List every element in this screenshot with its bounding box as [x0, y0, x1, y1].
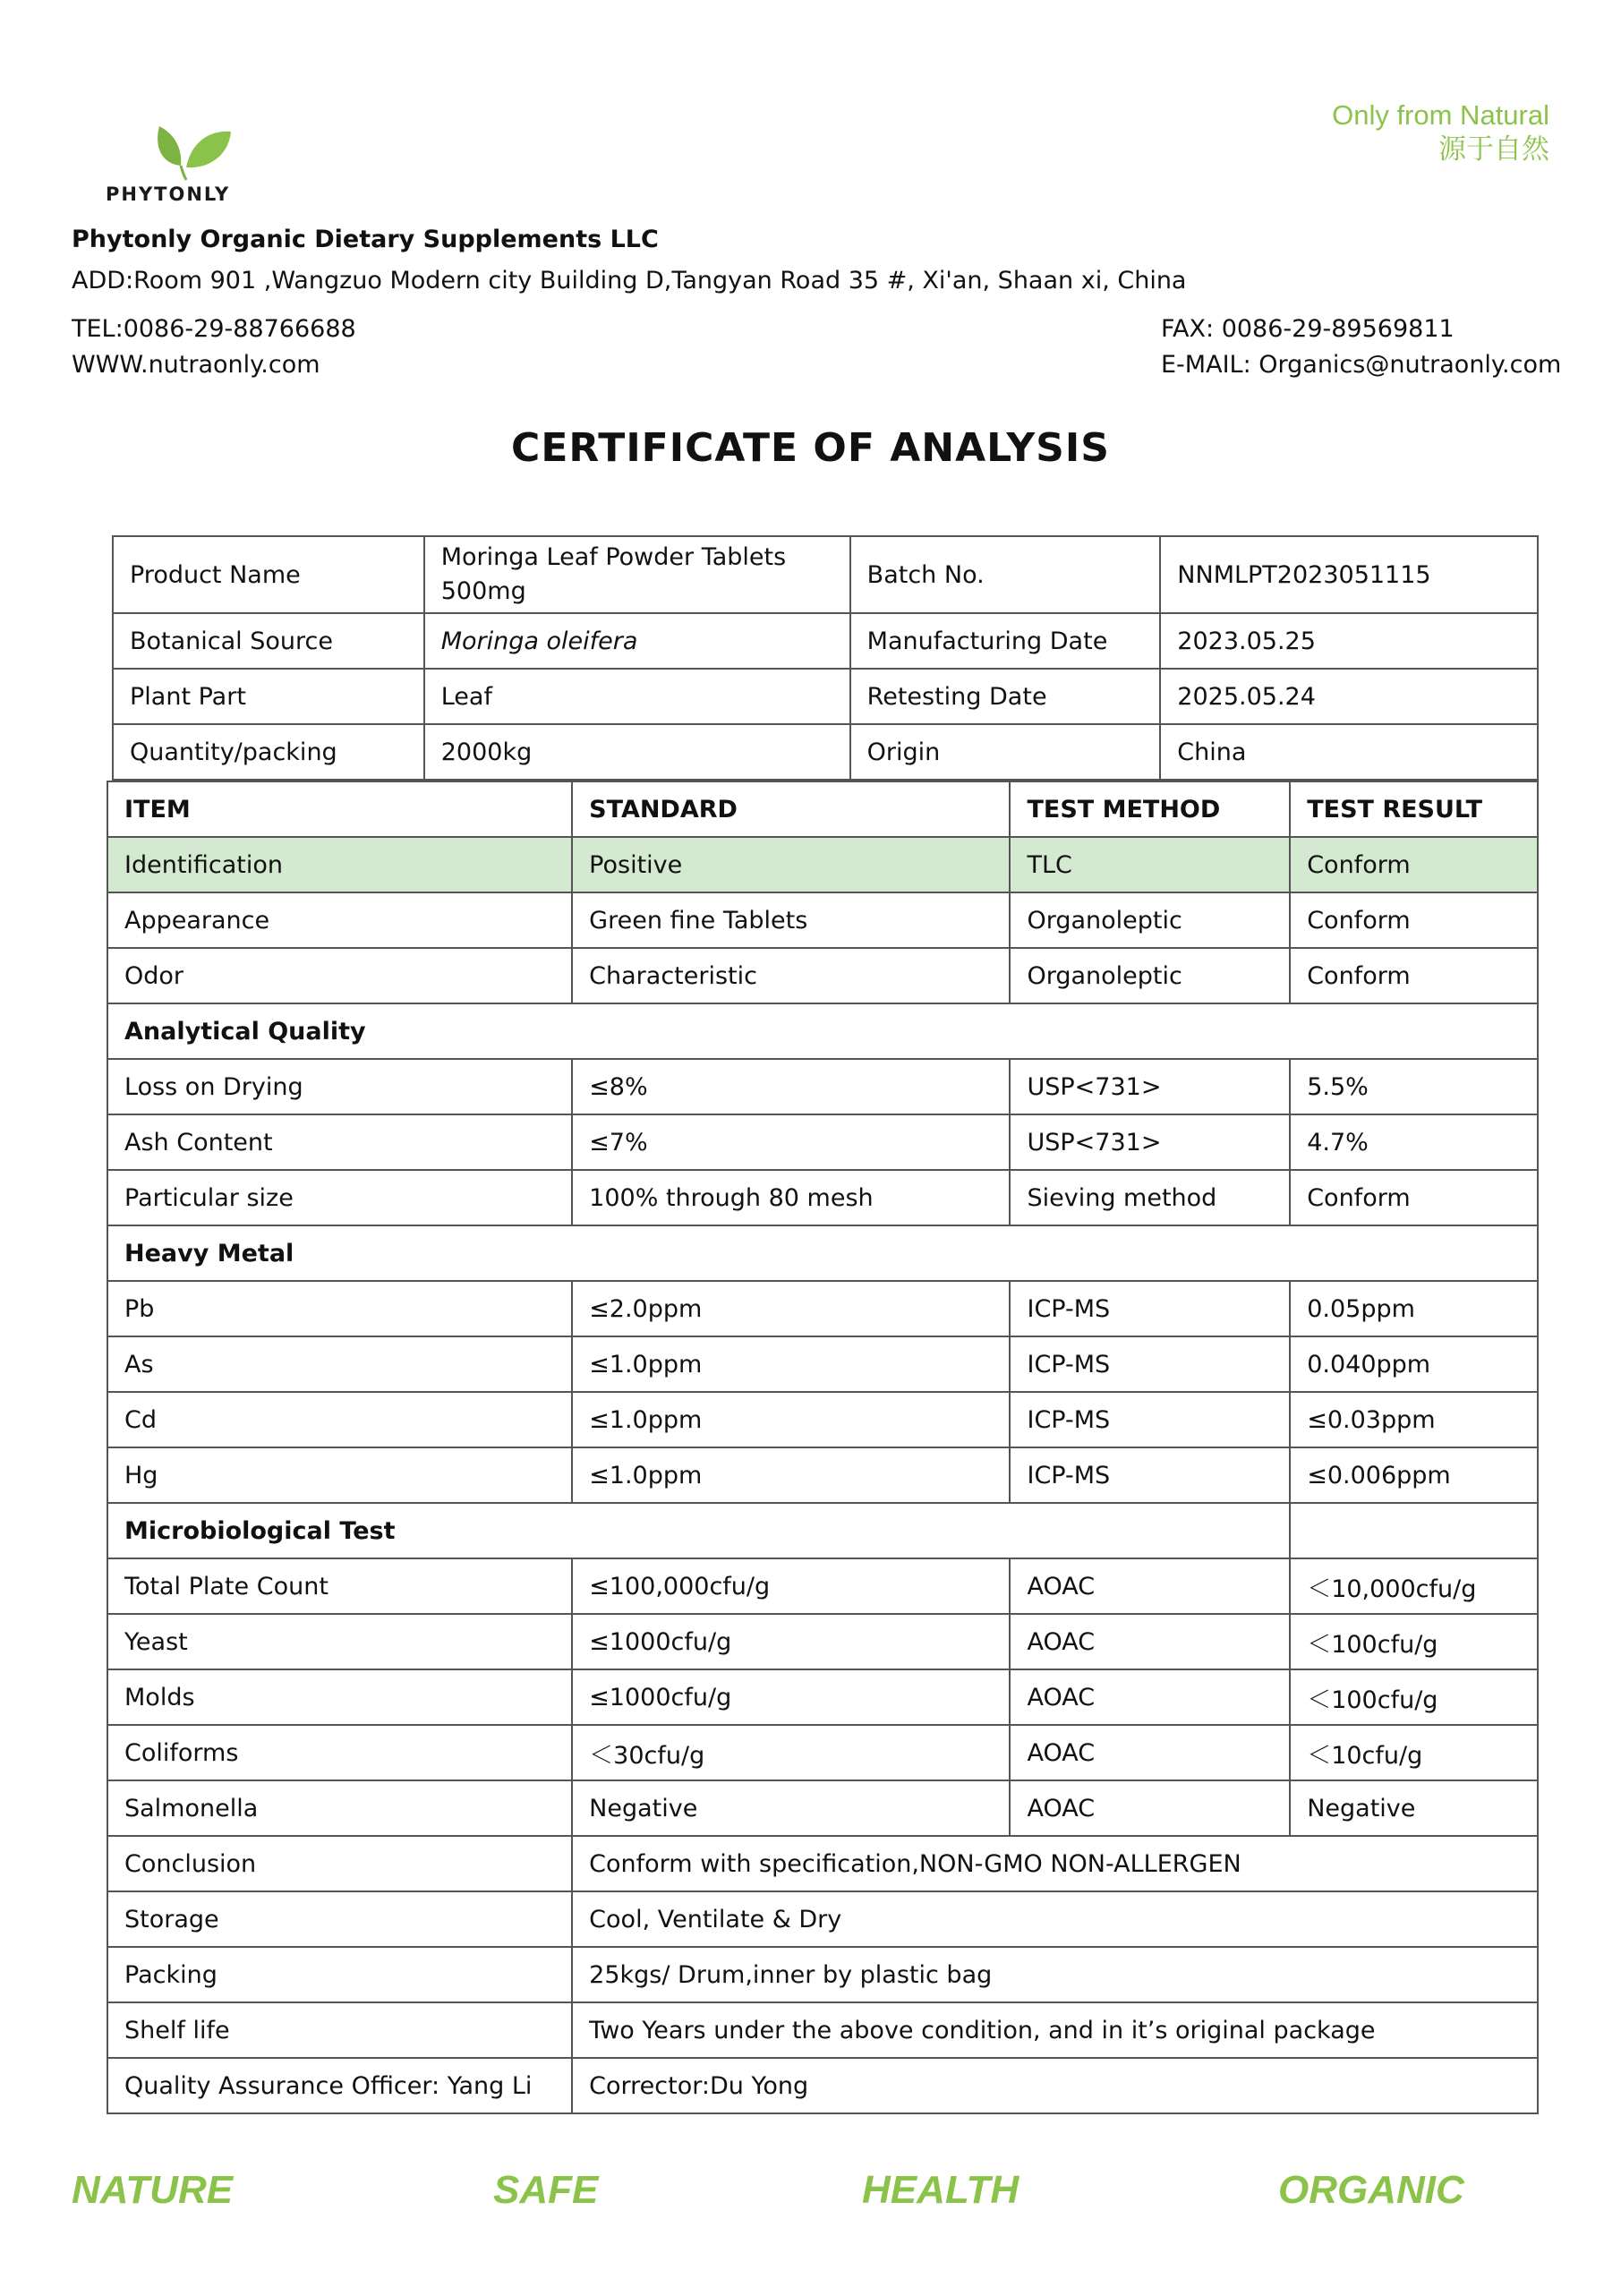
micro-rows: [107, 1558, 1538, 1836]
row-label: Packing: [107, 1947, 572, 2002]
table-row: [107, 1336, 1538, 1392]
tel: TEL:0086-29-88766688: [72, 315, 356, 343]
table-cell: Total Plate Count: [107, 1558, 572, 1614]
slogan: [1332, 98, 1549, 166]
table-row: [107, 1447, 1538, 1503]
section-row: [107, 1225, 1538, 1281]
final-rows: [107, 1836, 1538, 2113]
table-cell: Cd: [107, 1392, 572, 1447]
table-cell: AOAC: [1010, 1614, 1290, 1669]
table-cell: ≤1.0ppm: [572, 1447, 1010, 1503]
table-cell: ＜100cfu/g: [1290, 1614, 1538, 1669]
table-row: [107, 892, 1538, 948]
row-value: Corrector:Du Yong: [572, 2058, 1538, 2113]
table-row: [107, 1558, 1538, 1614]
heavy-metal-rows: [107, 1281, 1538, 1503]
table-cell: 0.040ppm: [1290, 1336, 1538, 1392]
table-cell: Particular size: [107, 1170, 572, 1225]
value-cell: 2025.05.24: [1160, 669, 1538, 724]
analytical-rows: [107, 1059, 1538, 1225]
table-cell: Organoleptic: [1010, 892, 1290, 948]
table-cell: ICP-MS: [1010, 1281, 1290, 1336]
column-header: TEST RESULT: [1290, 781, 1538, 837]
column-header: TEST METHOD: [1010, 781, 1290, 837]
product-info-row: [113, 724, 1538, 780]
table-cell: AOAC: [1010, 1558, 1290, 1614]
table-cell: USP<731>: [1010, 1114, 1290, 1170]
table-cell: Yeast: [107, 1614, 572, 1669]
section-title: Microbiological Test: [107, 1503, 1290, 1558]
table-cell: ＜10cfu/g: [1290, 1725, 1538, 1780]
table-cell: ICP-MS: [1010, 1392, 1290, 1447]
table-cell: ≤1000cfu/g: [572, 1614, 1010, 1669]
table-row: [107, 1059, 1538, 1114]
table-cell: ＜10,000cfu/g: [1290, 1558, 1538, 1614]
table-cell: ≤1.0ppm: [572, 1392, 1010, 1447]
table-cell: 5.5%: [1290, 1059, 1538, 1114]
table-cell: ≤8%: [572, 1059, 1010, 1114]
fax: FAX: 0086-29-89569811: [1161, 315, 1455, 343]
product-info-table: [112, 535, 1539, 781]
table-cell: ≤100,000cfu/g: [572, 1558, 1010, 1614]
table-row: [107, 1392, 1538, 1447]
table-cell: ICP-MS: [1010, 1447, 1290, 1503]
row-label: Shelf life: [107, 2002, 572, 2058]
table-cell: ＜100cfu/g: [1290, 1669, 1538, 1725]
footer-nature: NATURE: [72, 2168, 234, 2212]
footer-health: HEALTH: [862, 2168, 1020, 2212]
table-row: [107, 1891, 1538, 1947]
table-cell: AOAC: [1010, 1669, 1290, 1725]
table-cell: ≤1000cfu/g: [572, 1669, 1010, 1725]
table-cell: ≤2.0ppm: [572, 1281, 1010, 1336]
table-cell: Molds: [107, 1669, 572, 1725]
table-cell: Pb: [107, 1281, 572, 1336]
section-title: Analytical Quality: [107, 1003, 1538, 1059]
label-cell: Botanical Source: [113, 613, 424, 669]
table-row: [107, 837, 1538, 892]
section-row: [107, 1503, 1538, 1558]
row-label: Storage: [107, 1891, 572, 1947]
product-info-row: [113, 536, 1538, 613]
row-value: Two Years under the above condition, and in it’s original package: [572, 2002, 1538, 2058]
table-cell: ≤0.006ppm: [1290, 1447, 1538, 1503]
value-cell: Leaf: [424, 669, 850, 724]
footer-safe: SAFE: [493, 2168, 599, 2212]
table-cell: Conform: [1290, 948, 1538, 1003]
row-value: Conform with specification,NON-GMO NON-ALLERGEN: [572, 1836, 1538, 1891]
product-info-row: [113, 613, 1538, 669]
table-cell: Positive: [572, 837, 1010, 892]
table-cell: Odor: [107, 948, 572, 1003]
row-value: Cool, Ventilate & Dry: [572, 1891, 1538, 1947]
table-row: [107, 1170, 1538, 1225]
value-cell: Moringa Leaf Powder Tablets 500mg: [424, 536, 850, 613]
logo-wordmark: PHYTONLY: [106, 184, 231, 205]
table-cell: Appearance: [107, 892, 572, 948]
table-cell: ≤1.0ppm: [572, 1336, 1010, 1392]
label-cell: Retesting Date: [850, 669, 1161, 724]
table-cell: Ash Content: [107, 1114, 572, 1170]
table-cell: AOAC: [1010, 1725, 1290, 1780]
email-link[interactable]: E-MAIL: Organics@nutraonly.com: [1161, 351, 1562, 379]
table-row: [107, 1114, 1538, 1170]
table-cell: Negative: [572, 1780, 1010, 1836]
table-row: [107, 1836, 1538, 1891]
table-cell: Hg: [107, 1447, 572, 1503]
value-cell: 2023.05.25: [1160, 613, 1538, 669]
table-cell: 100% through 80 mesh: [572, 1170, 1010, 1225]
contact-left: [72, 312, 356, 383]
table-cell: Identification: [107, 837, 572, 892]
table-cell: Loss on Drying: [107, 1059, 572, 1114]
table-row: [107, 948, 1538, 1003]
row-label: Quality Assurance Officer: Yang Li: [107, 2058, 572, 2113]
label-cell: Origin: [850, 724, 1161, 780]
table-row: [107, 1281, 1538, 1336]
section-row: [107, 1003, 1538, 1059]
table-cell: 4.7%: [1290, 1114, 1538, 1170]
table-cell: Coliforms: [107, 1725, 572, 1780]
table-row: [107, 1947, 1538, 2002]
slogan-cn: 源于自然: [1438, 133, 1549, 165]
label-cell: Manufacturing Date: [850, 613, 1161, 669]
table-row: [107, 1725, 1538, 1780]
table-cell: ≤7%: [572, 1114, 1010, 1170]
website-link[interactable]: WWW.nutraonly.com: [72, 351, 320, 379]
table-cell: Characteristic: [572, 948, 1010, 1003]
table-row: [107, 2002, 1538, 2058]
value-cell: 2000kg: [424, 724, 850, 780]
row-label: Conclusion: [107, 1836, 572, 1891]
table-cell: ICP-MS: [1010, 1336, 1290, 1392]
table-cell: As: [107, 1336, 572, 1392]
table-cell: USP<731>: [1010, 1059, 1290, 1114]
label-cell: Product Name: [113, 536, 424, 613]
table-cell: Sieving method: [1010, 1170, 1290, 1225]
table-cell: Organoleptic: [1010, 948, 1290, 1003]
table-cell: AOAC: [1010, 1780, 1290, 1836]
product-info-row: [113, 669, 1538, 724]
analysis-table: [107, 781, 1539, 2114]
general-rows: [107, 837, 1538, 1003]
table-row: [107, 1669, 1538, 1725]
value-cell: NNMLPT2023051115: [1160, 536, 1538, 613]
column-header: STANDARD: [572, 781, 1010, 837]
table-cell: Green fine Tablets: [572, 892, 1010, 948]
empty-cell: [1290, 1503, 1538, 1558]
footer-organic: ORGANIC: [1278, 2168, 1464, 2212]
label-cell: Quantity/packing: [113, 724, 424, 780]
slogan-en: Only from Natural: [1332, 99, 1549, 131]
table-row: [107, 2058, 1538, 2113]
section-title: Heavy Metal: [107, 1225, 1538, 1281]
label-cell: Batch No.: [850, 536, 1161, 613]
table-cell: TLC: [1010, 837, 1290, 892]
company-address: ADD:Room 901 ,Wangzuo Modern city Building D,Tangyan Road 35 #, Xi'an, Shaan xi, China: [72, 267, 1187, 294]
column-header: ITEM: [107, 781, 572, 837]
table-cell: ≤0.03ppm: [1290, 1392, 1538, 1447]
table-cell: ＜30cfu/g: [572, 1725, 1010, 1780]
value-cell: Moringa oleifera: [424, 613, 850, 669]
table-cell: Negative: [1290, 1780, 1538, 1836]
table-header-row: [107, 781, 1538, 837]
table-cell: Conform: [1290, 1170, 1538, 1225]
table-cell: Salmonella: [107, 1780, 572, 1836]
table-cell: 0.05ppm: [1290, 1281, 1538, 1336]
document-title: CERTIFICATE OF ANALYSIS: [511, 425, 1110, 471]
label-cell: Plant Part: [113, 669, 424, 724]
row-value: 25kgs/ Drum,inner by plastic bag: [572, 1947, 1538, 2002]
table-row: [107, 1614, 1538, 1669]
value-cell: China: [1160, 724, 1538, 780]
contact-right: [1161, 312, 1561, 383]
company-name: Phytonly Organic Dietary Supplements LLC: [72, 226, 659, 253]
table-cell: Conform: [1290, 892, 1538, 948]
table-row: [107, 1780, 1538, 1836]
table-cell: Conform: [1290, 837, 1538, 892]
